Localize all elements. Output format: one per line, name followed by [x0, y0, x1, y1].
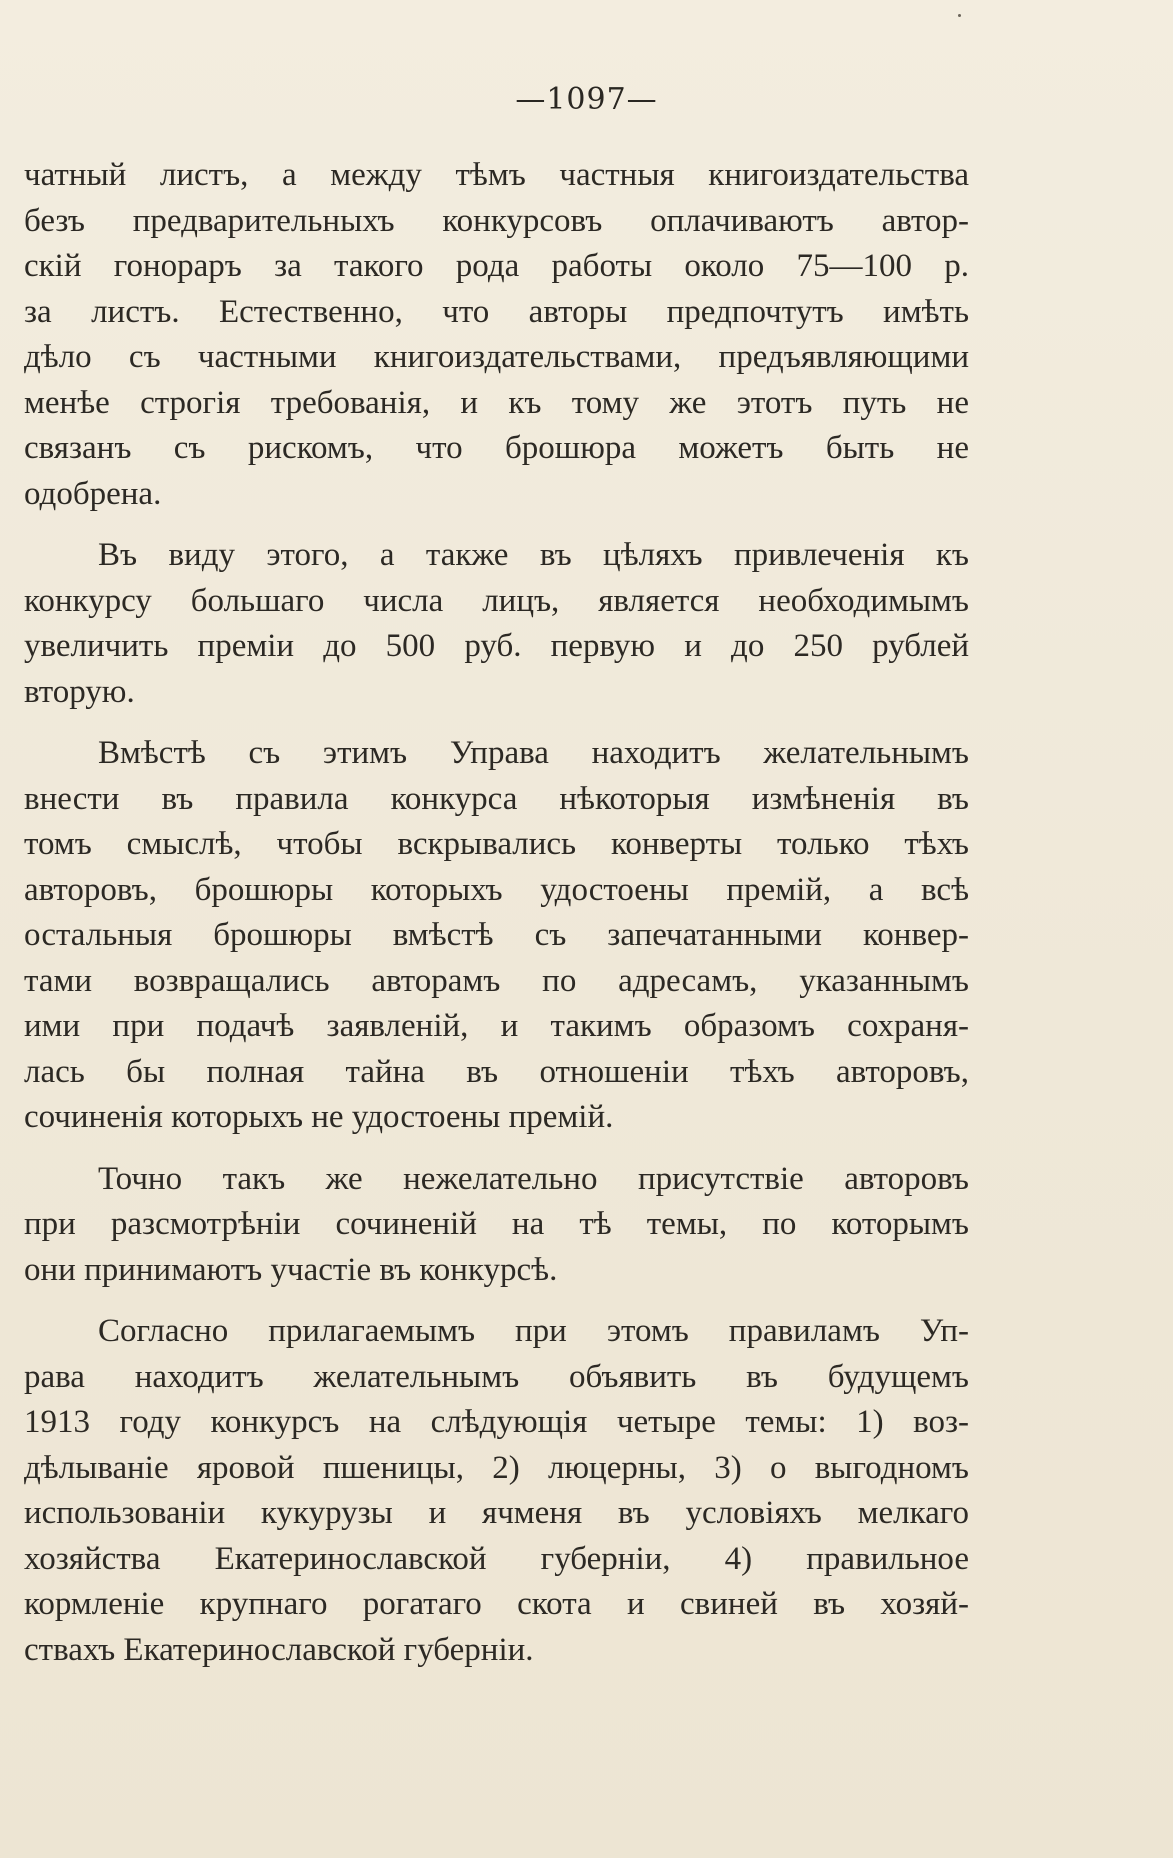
paragraph-1	[24, 153, 969, 517]
paragraph-4	[24, 1157, 969, 1294]
text-line: Въ виду этого, а также въ цѣляхъ привлеченія къ	[98, 537, 969, 573]
text-line: остальныя брошюры вмѣстѣ съ запечатанными конвер-	[24, 917, 969, 953]
text-line: связанъ съ рискомъ, что брошюра можетъ быть не	[24, 430, 969, 466]
text-line: внести въ правила конкурса нѣкоторыя измѣненія въ	[24, 780, 969, 817]
text-line: тами возвращались авторамъ по адресамъ, указаннымъ	[24, 962, 969, 999]
text-line: ими при подачѣ заявленій, и такимъ образомъ сохраня-	[24, 1008, 969, 1044]
text-line: одобрена.	[24, 475, 162, 512]
text-line: при разсмотрѣніи сочиненій на тѣ темы, по которымъ	[24, 1206, 969, 1242]
text-line: они принимаютъ участіе въ конкурсѣ.	[24, 1251, 558, 1288]
text-line: Точно такъ же нежелательно присутствіе авторовъ	[98, 1160, 969, 1197]
text-line: хозяйства Екатеринославской губерніи, 4) правильное	[24, 1540, 969, 1577]
text-line: дѣло съ частными книгоиздательствами, предъявляющими	[24, 339, 969, 375]
paragraph-2	[24, 533, 969, 715]
text-line: лась бы полная тайна въ отношеніи тѣхъ авторовъ,	[24, 1053, 969, 1090]
paper-speck	[958, 14, 961, 17]
text-line: рава находитъ желательнымъ объявить въ будущемъ	[24, 1358, 969, 1395]
text-line: 1913 году конкурсъ на слѣдующія четыре темы: 1) воз-	[24, 1404, 969, 1440]
text-line: томъ смыслѣ, чтобы вскрывались конверты только тѣхъ	[24, 826, 969, 862]
text-line: увеличить преміи до 500 руб. первую и до 250 рублей	[24, 628, 969, 664]
body-text	[24, 153, 969, 1673]
text-line: за листъ. Естественно, что авторы предпочтутъ имѣть	[24, 293, 969, 330]
text-line: кормленіе крупнаго рогатаго скота и свиней въ хозяй-	[24, 1586, 969, 1622]
text-line: сочиненія которыхъ не удостоены премій.	[24, 1099, 614, 1135]
text-line: Согласно прилагаемымъ при этомъ правиламъ Уп-	[98, 1313, 969, 1349]
text-line: конкурсу большаго числа лицъ, является необходимымъ	[24, 582, 969, 619]
text-line: Вмѣстѣ съ этимъ Управа находитъ желательнымъ	[98, 735, 969, 771]
paragraph-5	[24, 1309, 969, 1673]
text-line: авторовъ, брошюры которыхъ удостоены премій, а всѣ	[24, 871, 969, 908]
page-number: —1097—	[515, 82, 658, 117]
text-line: дѣлываніе яровой пшеницы, 2) люцерны, 3) о выгодномъ	[24, 1449, 969, 1486]
paragraph-3	[24, 731, 969, 1141]
text-line: ствахъ Екатеринославской губерніи.	[24, 1631, 534, 1668]
text-line: скій гонораръ за такого рода работы около 75—100 р.	[24, 248, 969, 284]
text-line: менѣе строгія требованія, и къ тому же этотъ путь не	[24, 384, 969, 421]
text-line: вторую.	[24, 673, 135, 710]
text-line: использованіи кукурузы и ячменя въ условіяхъ мелкаго	[24, 1495, 969, 1531]
text-line: безъ предварительныхъ конкурсовъ оплачиваютъ автор-	[24, 202, 969, 239]
text-line: чатный листъ, а между тѣмъ частныя книгоиздательства	[24, 157, 969, 193]
